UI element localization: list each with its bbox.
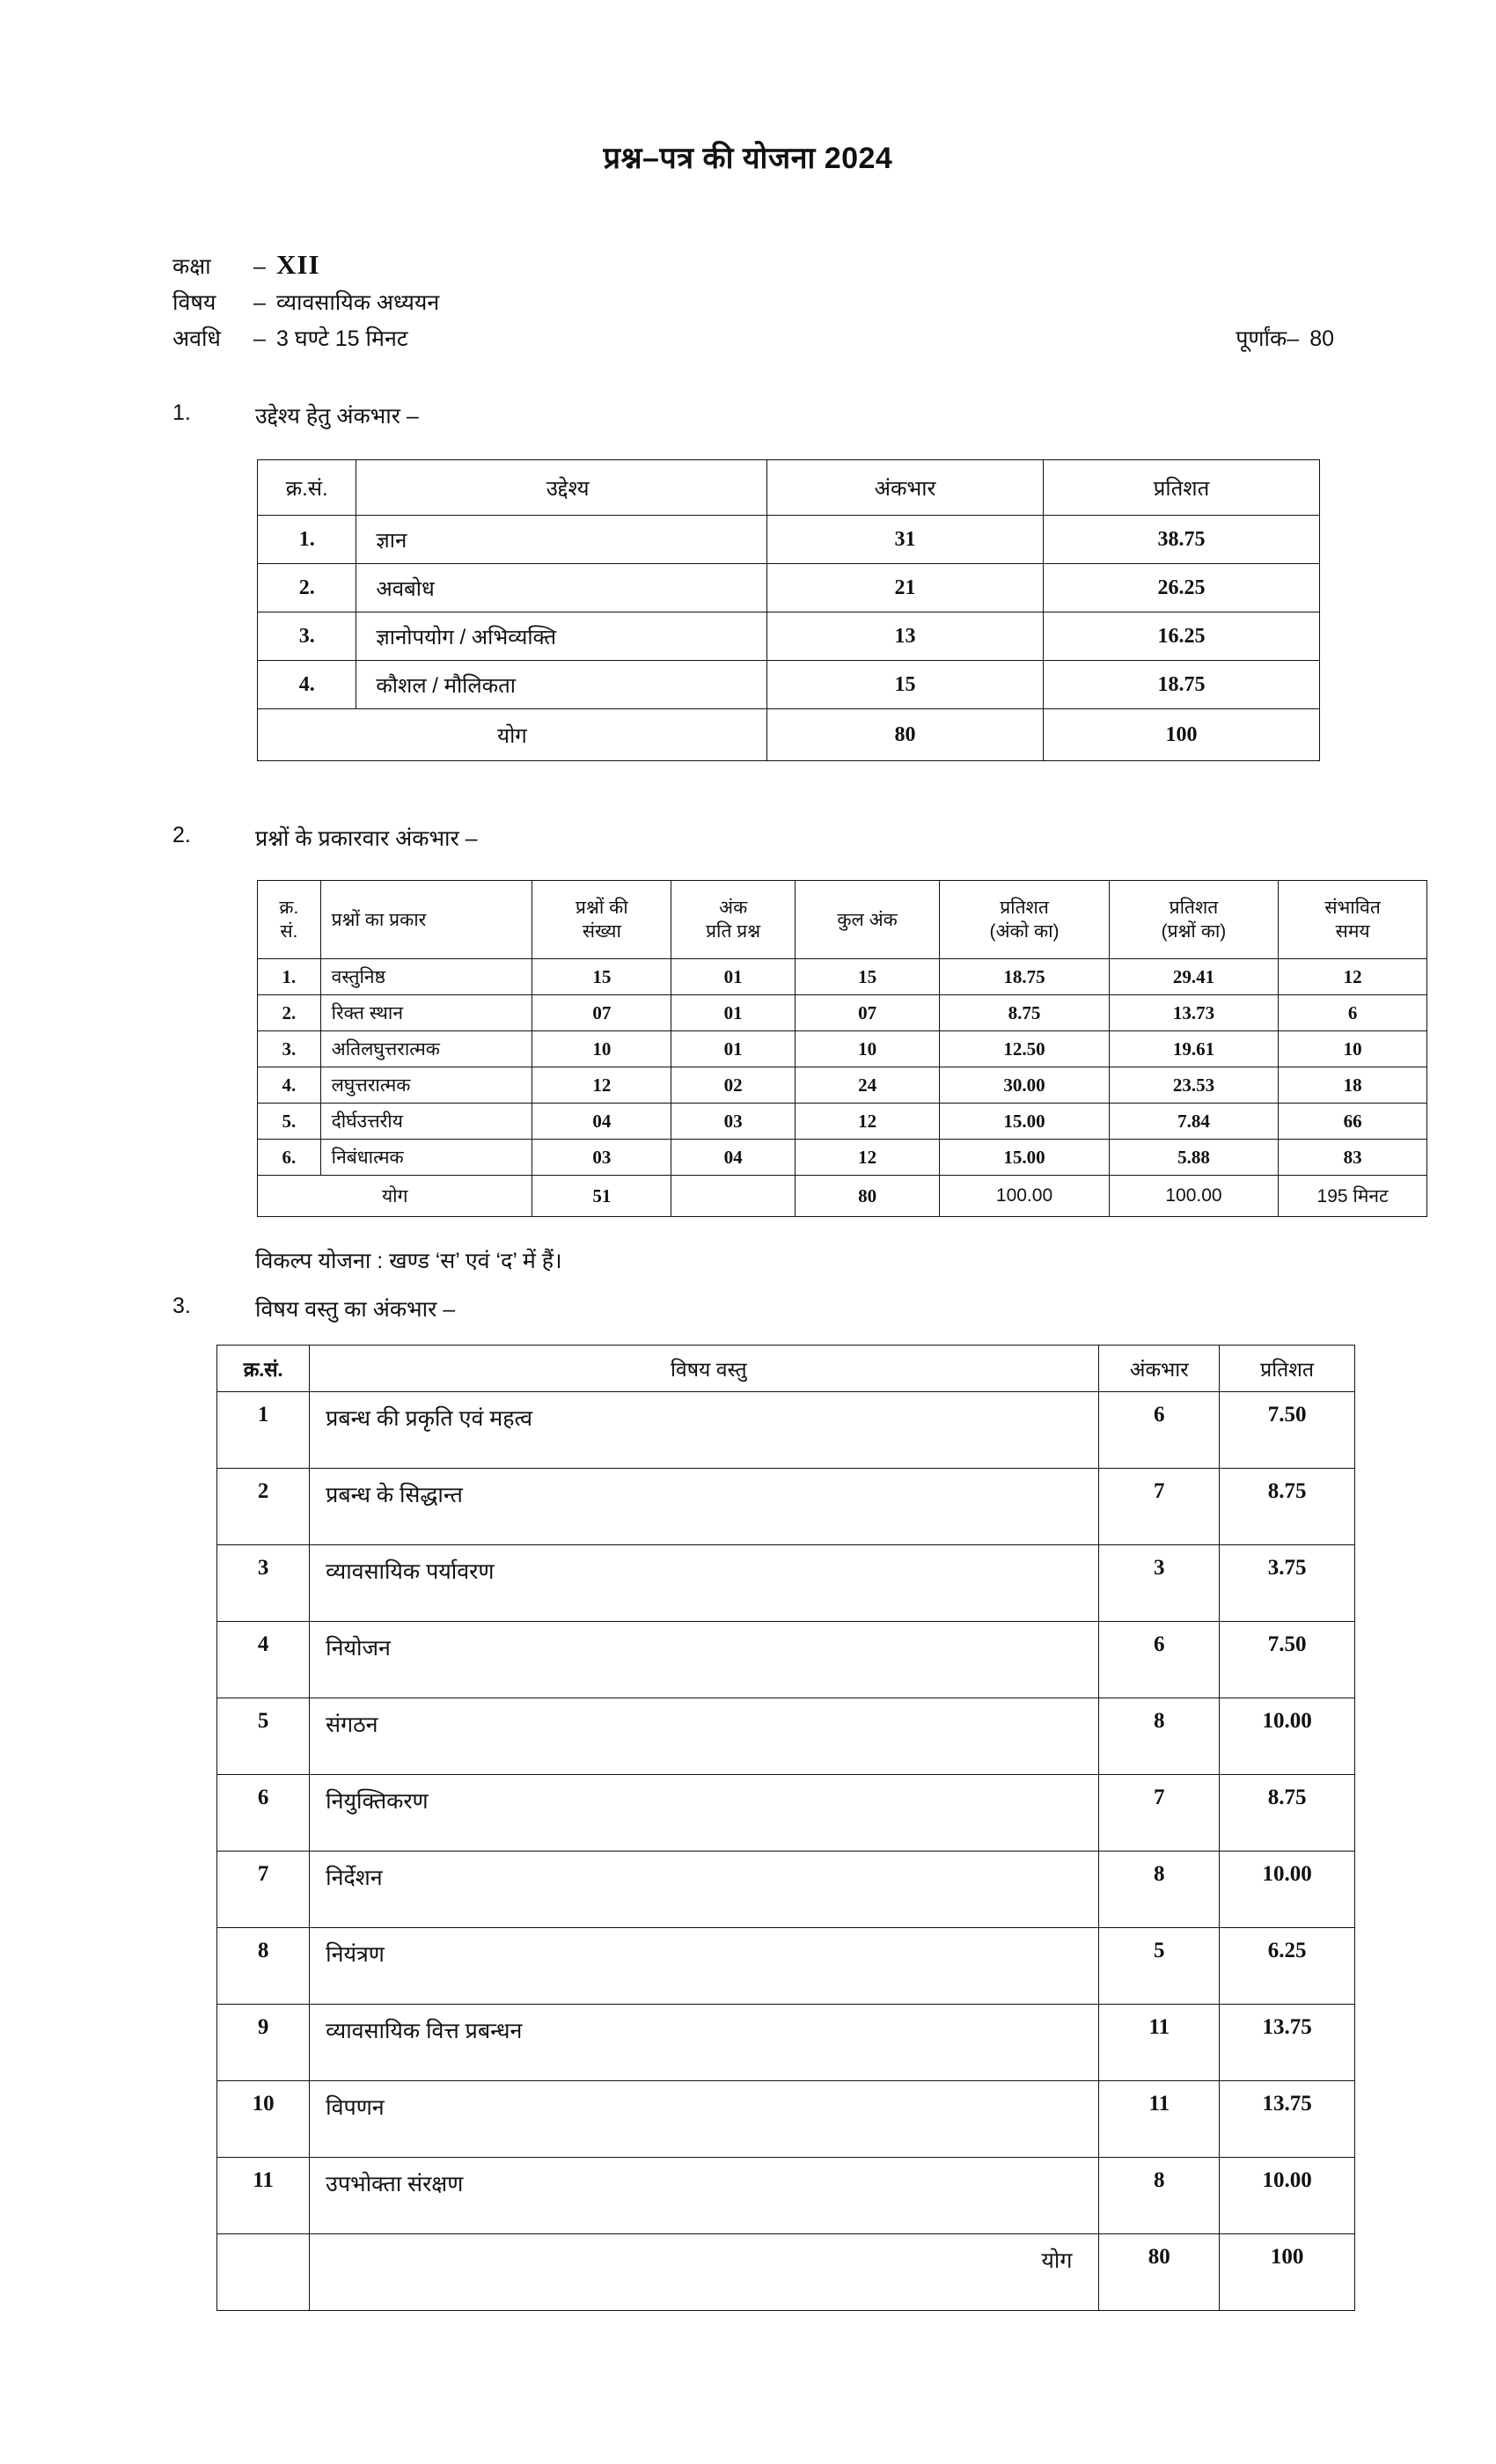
cell-percent-questions: 29.41 (1109, 959, 1278, 995)
cell-question-type: दीर्घउत्तरीय (320, 1104, 532, 1140)
table-row (258, 959, 1427, 995)
section-1-heading: उद्देश्य हेतु अंकभार – (255, 404, 419, 429)
col-header-sno-line1: क्र. (279, 898, 299, 918)
cell-total-percent-marks: 100.00 (940, 1176, 1109, 1217)
cell-total-total-marks: 80 (795, 1176, 939, 1217)
cell-topic: नियुक्तिकरण (310, 1775, 1099, 1852)
cell-sno: 2 (217, 1469, 310, 1545)
cell-percent: 8.75 (1220, 1775, 1355, 1852)
table-row (258, 516, 1320, 564)
cell-sno: 2. (258, 564, 356, 612)
cell-percent: 18.75 (1044, 661, 1320, 709)
meta-row-duration (172, 321, 1334, 357)
table-qtypes-header-row (258, 881, 1427, 959)
col-header-percent-marks (940, 881, 1109, 959)
cell-marks-per-question: 02 (671, 1067, 795, 1104)
cell-sno: 10 (217, 2081, 310, 2158)
col-header-percent-questions-line1: प्रतिशत (1169, 898, 1219, 918)
class-label: कक्षा (172, 254, 211, 279)
cell-percent: 6.25 (1220, 1928, 1355, 2005)
cell-marks: 31 (766, 516, 1043, 564)
cell-sno: 9 (217, 2005, 310, 2081)
table-row (258, 612, 1320, 661)
cell-percent-questions: 5.88 (1109, 1140, 1278, 1176)
section-2-number: 2. (172, 823, 191, 847)
cell-question-type: वस्तुनिष्ठ (320, 959, 532, 995)
cell-marks: 8 (1099, 1698, 1220, 1775)
cell-total-marks: 10 (795, 1031, 939, 1067)
table-row (217, 1775, 1355, 1852)
cell-count: 03 (532, 1140, 671, 1176)
cell-percent: 13.75 (1220, 2081, 1355, 2158)
cell-expected-time: 12 (1279, 959, 1427, 995)
cell-percent-marks: 15.00 (940, 1140, 1109, 1176)
cell-sno: 1. (258, 959, 321, 995)
max-marks-dash: – (1287, 326, 1300, 351)
cell-percent-questions: 13.73 (1109, 995, 1278, 1031)
duration-dash: – (253, 326, 266, 351)
cell-marks-per-question: 04 (671, 1140, 795, 1176)
cell-expected-time: 18 (1279, 1067, 1427, 1104)
cell-percent: 38.75 (1044, 516, 1320, 564)
col-header-marks-per-question-line1: अंक (719, 898, 748, 918)
col-header-total-marks (795, 881, 939, 959)
col-header-percent-questions (1109, 881, 1278, 959)
cell-expected-time: 83 (1279, 1140, 1427, 1176)
cell-marks: 6 (1099, 1392, 1220, 1469)
cell-percent: 8.75 (1220, 1469, 1355, 1545)
cell-sno: 1 (217, 1392, 310, 1469)
cell-topic: प्रबन्ध की प्रकृति एवं महत्व (310, 1392, 1099, 1469)
cell-topic: व्यावसायिक वित्त प्रबन्धन (310, 2005, 1099, 2081)
section-1-number: 1. (172, 400, 191, 425)
cell-marks: 7 (1099, 1775, 1220, 1852)
cell-objective: अवबोध (356, 564, 767, 612)
cell-marks: 13 (766, 612, 1043, 661)
table-question-types (257, 880, 1427, 1217)
table-row (258, 661, 1320, 709)
table-row (217, 2005, 1355, 2081)
cell-expected-time: 6 (1279, 995, 1427, 1031)
table-row (217, 2158, 1355, 2234)
cell-sno: 5 (217, 1698, 310, 1775)
cell-question-type: अतिलघुत्तरात्मक (320, 1031, 532, 1067)
col-header-objective: उद्देश्य (356, 460, 767, 516)
cell-percent: 10.00 (1220, 1698, 1355, 1775)
cell-sno: 4 (217, 1622, 310, 1698)
table-row (217, 2081, 1355, 2158)
cell-topic: निर्देशन (310, 1852, 1099, 1928)
table-content-weightage (216, 1345, 1355, 2311)
cell-count: 04 (532, 1104, 671, 1140)
cell-percent: 10.00 (1220, 1852, 1355, 1928)
subject-dash: – (253, 290, 266, 315)
cell-total-marks: 80 (1099, 2234, 1220, 2311)
cell-percent: 10.00 (1220, 2158, 1355, 2234)
cell-total-label: योग (258, 709, 767, 761)
page-title: प्रश्न–पत्र की योजना 2024 (603, 142, 893, 175)
cell-percent-questions: 19.61 (1109, 1031, 1278, 1067)
table-total-row (258, 709, 1320, 761)
table-objectives-header-row (258, 460, 1320, 516)
cell-topic: नियंत्रण (310, 1928, 1099, 2005)
cell-count: 07 (532, 995, 671, 1031)
table-content-header-row (217, 1346, 1355, 1392)
table-row (258, 564, 1320, 612)
cell-total-percent-questions: 100.00 (1109, 1176, 1278, 1217)
col-header-sno: क्र.सं. (258, 460, 356, 516)
cell-marks: 7 (1099, 1469, 1220, 1545)
col-header-sno (258, 881, 321, 959)
cell-sno: 5. (258, 1104, 321, 1140)
table-row (217, 1852, 1355, 1928)
max-marks-value: 80 (1309, 326, 1334, 351)
col-header-question-type-line1: प्रश्नों का प्रकार (331, 909, 427, 930)
section-3-heading: विषय वस्तु का अंकभार – (255, 1297, 456, 1322)
cell-sno: 6 (217, 1775, 310, 1852)
cell-marks-per-question: 01 (671, 1031, 795, 1067)
cell-expected-time: 10 (1279, 1031, 1427, 1067)
class-value: XII (276, 249, 320, 280)
col-header-marks: अंकभार (1099, 1346, 1220, 1392)
cell-count: 10 (532, 1031, 671, 1067)
cell-question-type: लघुत्तरात्मक (320, 1067, 532, 1104)
cell-marks: 5 (1099, 1928, 1220, 2005)
cell-sno: 4. (258, 661, 356, 709)
cell-total-marks: 15 (795, 959, 939, 995)
cell-sno: 11 (217, 2158, 310, 2234)
cell-total-marks: 12 (795, 1140, 939, 1176)
col-header-expected-time-line2: समय (1335, 921, 1370, 942)
cell-marks: 3 (1099, 1545, 1220, 1622)
cell-percent-marks: 15.00 (940, 1104, 1109, 1140)
max-marks (1236, 321, 1334, 357)
duration-value: 3 घण्टे 15 मिनट (276, 326, 408, 351)
col-header-question-count-line1: प्रश्नों की (576, 898, 628, 918)
col-header-sno: क्र.सं. (217, 1346, 310, 1392)
cell-sno: 6. (258, 1140, 321, 1176)
cell-total-count: 51 (532, 1176, 671, 1217)
cell-expected-time: 66 (1279, 1104, 1427, 1140)
cell-objective: ज्ञानोपयोग / अभिव्यक्ति (356, 612, 767, 661)
table-row (217, 1545, 1355, 1622)
meta-row-subject (172, 285, 1334, 321)
table-total-row (258, 1176, 1427, 1217)
col-header-expected-time-line1: संभावित (1324, 898, 1381, 918)
cell-marks-per-question: 01 (671, 959, 795, 995)
cell-count: 15 (532, 959, 671, 995)
cell-sno: 8 (217, 1928, 310, 2005)
exam-meta-block (172, 246, 1334, 357)
cell-marks: 6 (1099, 1622, 1220, 1698)
table-row (258, 1104, 1427, 1140)
cell-percent-marks: 8.75 (940, 995, 1109, 1031)
table-row (258, 995, 1427, 1031)
cell-total-per (671, 1176, 795, 1217)
cell-marks: 8 (1099, 1852, 1220, 1928)
cell-total-marks: 12 (795, 1104, 939, 1140)
cell-total-percent: 100 (1044, 709, 1320, 761)
cell-objective: ज्ञान (356, 516, 767, 564)
table-row (258, 1031, 1427, 1067)
col-header-total-marks-line1: कुल अंक (837, 909, 898, 930)
cell-total-marks: 24 (795, 1067, 939, 1104)
col-header-percent: प्रतिशत (1220, 1346, 1355, 1392)
cell-marks: 21 (766, 564, 1043, 612)
col-header-question-count (532, 881, 671, 959)
col-header-marks-per-question-line2: प्रति प्रश्न (706, 921, 761, 942)
col-header-question-count-line2: संख्या (582, 921, 621, 942)
table-row (217, 1698, 1355, 1775)
table-row (217, 1622, 1355, 1698)
cell-percent: 26.25 (1044, 564, 1320, 612)
cell-topic: नियोजन (310, 1622, 1099, 1698)
option-plan-note: विकल्प योजना : खण्ड ‘स’ एवं ‘द’ में हैं। (255, 1249, 562, 1273)
meta-row-class (172, 246, 1334, 285)
cell-sno: 3 (217, 1545, 310, 1622)
cell-total-sno-blank (217, 2234, 310, 2311)
table-row (217, 1469, 1355, 1545)
duration-label: अवधि (172, 326, 221, 351)
cell-topic: प्रबन्ध के सिद्धान्त (310, 1469, 1099, 1545)
cell-percent-marks: 18.75 (940, 959, 1109, 995)
col-header-topic: विषय वस्तु (310, 1346, 1099, 1392)
table-row (258, 1067, 1427, 1104)
cell-total-marks: 07 (795, 995, 939, 1031)
cell-total-label: योग (258, 1176, 532, 1217)
col-header-percent-marks-line2: (अंको का) (989, 921, 1060, 942)
cell-sno: 2. (258, 995, 321, 1031)
cell-total-marks: 80 (766, 709, 1043, 761)
cell-total-label: योग (310, 2234, 1099, 2311)
cell-total-expected-time: 195 मिनट (1279, 1176, 1427, 1217)
cell-percent: 13.75 (1220, 2005, 1355, 2081)
col-header-question-type (320, 881, 532, 959)
table-row (217, 1392, 1355, 1469)
section-3-number: 3. (172, 1294, 191, 1318)
cell-count: 12 (532, 1067, 671, 1104)
cell-marks: 11 (1099, 2005, 1220, 2081)
table-row (217, 1928, 1355, 2005)
col-header-percent-marks-line1: प्रतिशत (1000, 898, 1049, 918)
cell-percent-questions: 23.53 (1109, 1067, 1278, 1104)
subject-value: व्यावसायिक अध्ययन (276, 290, 440, 315)
cell-topic: संगठन (310, 1698, 1099, 1775)
cell-sno: 1. (258, 516, 356, 564)
cell-marks: 15 (766, 661, 1043, 709)
cell-marks-per-question: 01 (671, 995, 795, 1031)
cell-percent-questions: 7.84 (1109, 1104, 1278, 1140)
cell-percent: 7.50 (1220, 1622, 1355, 1698)
col-header-expected-time (1279, 881, 1427, 959)
cell-percent: 7.50 (1220, 1392, 1355, 1469)
cell-percent: 3.75 (1220, 1545, 1355, 1622)
cell-percent-marks: 12.50 (940, 1031, 1109, 1067)
cell-percent: 16.25 (1044, 612, 1320, 661)
col-header-marks: अंकभार (766, 460, 1043, 516)
subject-label: विषय (172, 290, 216, 315)
cell-marks-per-question: 03 (671, 1104, 795, 1140)
cell-sno: 4. (258, 1067, 321, 1104)
max-marks-label: पूर्णांक (1236, 326, 1287, 351)
cell-question-type: रिक्त स्थान (320, 995, 532, 1031)
table-row (258, 1140, 1427, 1176)
cell-topic: व्यावसायिक पर्यावरण (310, 1545, 1099, 1622)
cell-question-type: निबंधात्मक (320, 1140, 532, 1176)
class-dash: – (253, 254, 266, 279)
col-header-sno-line2: सं. (280, 921, 298, 942)
section-2-heading: प्रश्नों के प्रकारवार अंकभार – (255, 826, 478, 851)
cell-percent-marks: 30.00 (940, 1067, 1109, 1104)
col-header-marks-per-question (671, 881, 795, 959)
col-header-percent: प्रतिशत (1044, 460, 1320, 516)
cell-sno: 7 (217, 1852, 310, 1928)
cell-sno: 3. (258, 612, 356, 661)
col-header-percent-questions-line2: (प्रश्नों का) (1161, 921, 1227, 942)
table-objectives (257, 459, 1320, 761)
cell-objective: कौशल / मौलिकता (356, 661, 767, 709)
cell-topic: विपणन (310, 2081, 1099, 2158)
table-total-row (217, 2234, 1355, 2311)
cell-total-percent: 100 (1220, 2234, 1355, 2311)
cell-topic: उपभोक्ता संरक्षण (310, 2158, 1099, 2234)
cell-marks: 11 (1099, 2081, 1220, 2158)
cell-sno: 3. (258, 1031, 321, 1067)
cell-marks: 8 (1099, 2158, 1220, 2234)
